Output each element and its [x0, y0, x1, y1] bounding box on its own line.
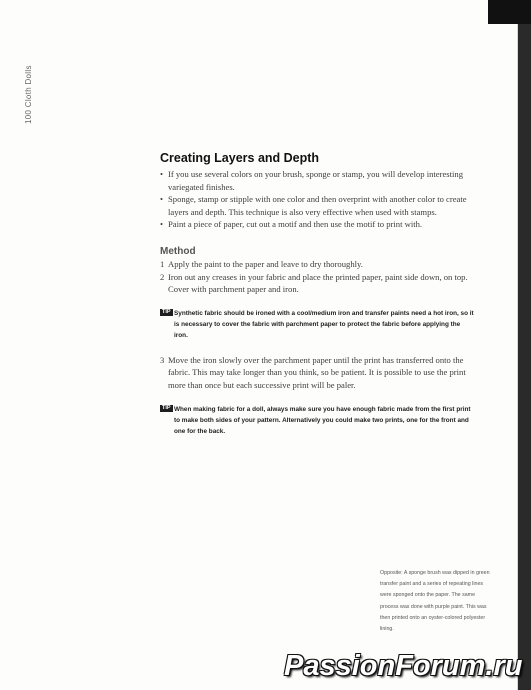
method-step — [160, 258, 475, 271]
tip-text: When making fabric for a doll, always make sure you have enough fabric made from the first print to make both sides of your pattern. Alternatively you could make two prints, one for the front and one for the back. — [174, 405, 471, 435]
step-text: Iron out any creases in your fabric and place the printed paper, paint side down, on top. Cover with parchment paper and iron. — [168, 271, 468, 295]
tip-label: TIP — [162, 308, 171, 315]
technique-bullet-list — [160, 168, 475, 231]
bullet-marker: • — [160, 169, 164, 179]
tip-box — [160, 404, 475, 437]
photo-caption: Opposite: A sponge brush was dipped in green transfer paint and a series of repeating lines were sponged onto the paper. The same process was done with purple paint. This was then printed onto an oyster-colored polyester lining. — [380, 570, 490, 633]
section-title: Creating Layers and Depth — [160, 151, 320, 165]
step-text: Move the iron slowly over the parchment paper until the print has transferred onto the fabric. This may take longer than you think, so be patient. It is possible to use the print more than once but each successive print will be paler. — [168, 354, 466, 390]
watermark: PassionForum.ru — [284, 650, 523, 682]
bullet-text: Paint a piece of paper, cut out a motif and then use the motif to print with. — [168, 219, 423, 230]
tip-label: TIP — [162, 404, 171, 411]
step-text: Apply the paint to the paper and leave to dry thoroughly. — [168, 258, 363, 269]
scan-edge — [488, 0, 531, 24]
tip-text: Synthetic fabric should be ironed with a cool/medium iron and transfer paints need a hot iron, so it is necessary to cover the fabric with parchment paper to protect the fabric before applying the iron. — [174, 309, 474, 339]
step-number: 1 — [160, 258, 165, 269]
bullet-item — [160, 193, 475, 218]
method-steps-list-continued — [160, 354, 475, 392]
bullet-marker: • — [160, 194, 164, 205]
tip-box — [160, 308, 475, 341]
bullet-item — [160, 168, 475, 193]
method-step — [160, 354, 475, 392]
method-steps-list — [160, 258, 475, 296]
step-number: 3 — [160, 354, 165, 365]
bullet-text: If you use several colors on your brush, sponge or stamp, you will develop interesting variegated finishes. — [168, 169, 463, 192]
page-content — [160, 151, 475, 450]
bullet-marker: • — [160, 219, 164, 230]
bullet-text: Sponge, stamp or stipple with one color and then overprint with another color to create layers and depth. This technique is also very effective when used with stamps. — [168, 194, 467, 217]
step-number: 2 — [160, 271, 165, 282]
running-head: 100 Cloth Dolls — [24, 65, 33, 124]
bullet-item — [160, 218, 475, 231]
method-heading: Method — [160, 245, 196, 257]
method-step — [160, 271, 475, 296]
